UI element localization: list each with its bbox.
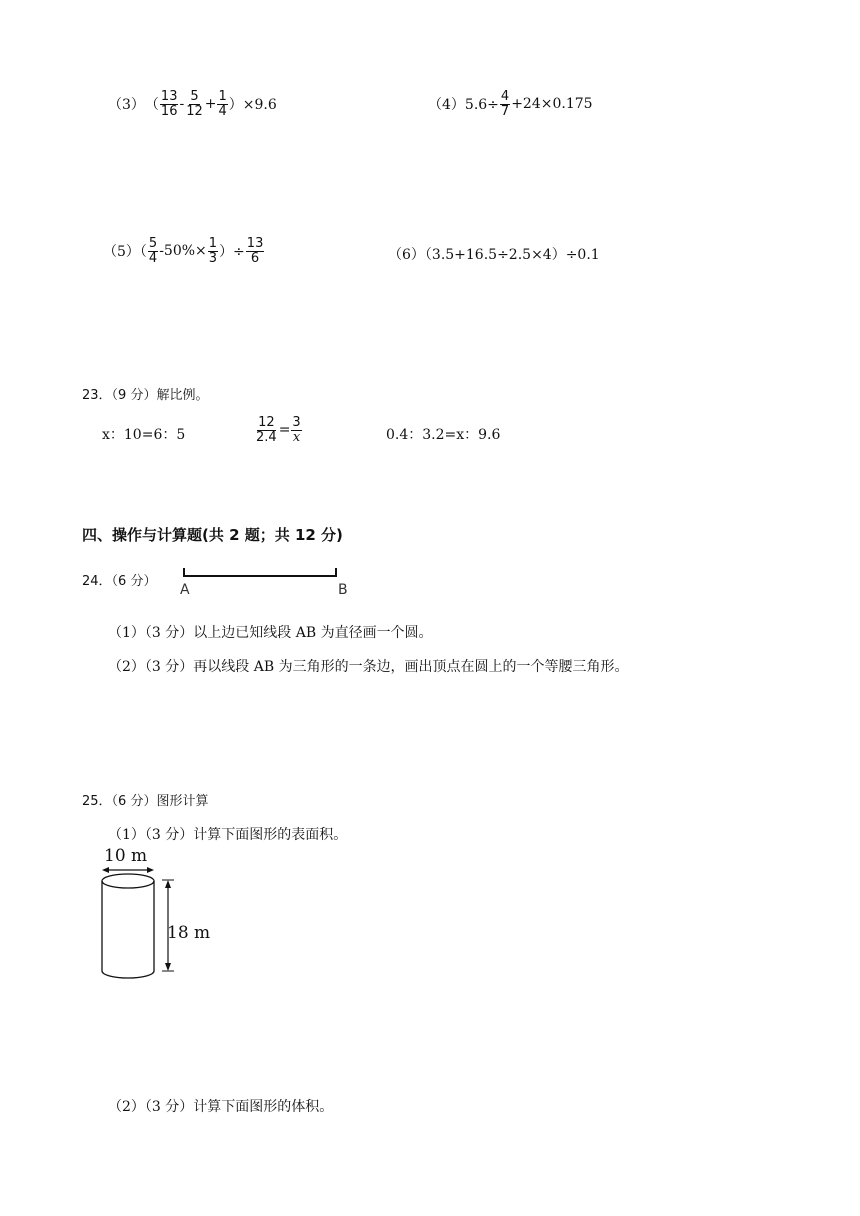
question-24-sub-1: （1）（3 分）以上边已知线段 AB 为直径画一个圆。 bbox=[108, 625, 433, 641]
question-24-title: 24．（6 分） bbox=[82, 574, 157, 589]
question-25-title: 25．（6 分）图形计算 bbox=[82, 794, 209, 809]
problem-5-prefix: （5）（ bbox=[103, 244, 147, 261]
question-25-sub-2: （2）（3 分）计算下面图形的体积。 bbox=[108, 1099, 334, 1115]
arrowhead-left bbox=[102, 867, 109, 873]
arrowhead-right bbox=[147, 867, 154, 873]
cylinder-diameter-label: 10 m bbox=[104, 846, 148, 866]
cylinder-top bbox=[102, 874, 154, 888]
arrowhead-bottom bbox=[165, 963, 171, 971]
proportion-3: 0.4：3.2=x：9.6 bbox=[386, 427, 501, 443]
operator: + bbox=[204, 96, 217, 113]
question-23-title: 23．（9 分）解比例。 bbox=[82, 388, 209, 403]
fraction: $\frac{5}{4}$ bbox=[148, 236, 158, 266]
fraction: $\frac{5}{12}$ bbox=[186, 89, 203, 119]
problem-5 bbox=[103, 237, 265, 265]
cylinder-bottom bbox=[102, 971, 154, 978]
fraction: $\frac{4}{7}$ bbox=[500, 89, 510, 119]
operator: ）÷ bbox=[219, 244, 245, 261]
proportion-2 bbox=[254, 416, 303, 444]
question-25-sub-1: （1）（3 分）计算下面图形的表面积。 bbox=[108, 827, 348, 843]
fraction: $\frac{1}{4}$ bbox=[218, 89, 227, 119]
question-24-sub-2: （2）（3 分）再以线段 AB 为三角形的一条边，画出顶点在圆上的一个等腰三角形。 bbox=[108, 659, 629, 675]
cylinder-height-label: 18 m bbox=[167, 923, 211, 943]
point-a-label: A bbox=[180, 582, 190, 598]
point-b-label: B bbox=[338, 582, 348, 598]
arrowhead-top bbox=[165, 880, 171, 888]
fraction: $\frac{1}{3}$ bbox=[208, 236, 218, 266]
open-paren: （ bbox=[144, 97, 159, 114]
fraction: $\frac{3}{x}$ bbox=[292, 415, 301, 445]
problem-4 bbox=[428, 90, 593, 118]
problem-6: （6）（3.5+16.5÷2.5×4）÷0.1 bbox=[388, 247, 600, 263]
close-expression: ）×9.6 bbox=[228, 97, 277, 114]
problem-4-prefix: （4）5.6÷ bbox=[428, 97, 499, 114]
problem-3 bbox=[108, 90, 277, 118]
section-4-heading: 四、操作与计算题(共 2 题；共 12 分) bbox=[82, 526, 343, 544]
proportion-1: x：10=6：5 bbox=[102, 427, 186, 443]
operator: - bbox=[179, 96, 185, 113]
equals-sign: = bbox=[278, 422, 291, 439]
problem-4-suffix: +24×0.175 bbox=[511, 96, 593, 113]
fraction: $\frac{13}{6}$ bbox=[246, 236, 264, 266]
fraction: $\frac{12}{2.4}$ bbox=[256, 415, 277, 445]
fraction: $\frac{13}{16}$ bbox=[160, 89, 178, 119]
segment-ab-figure bbox=[176, 564, 356, 604]
problem-5-middle: -50%× bbox=[159, 243, 207, 260]
problem-3-number: （3） bbox=[108, 97, 145, 114]
cylinder-figure bbox=[96, 856, 226, 986]
